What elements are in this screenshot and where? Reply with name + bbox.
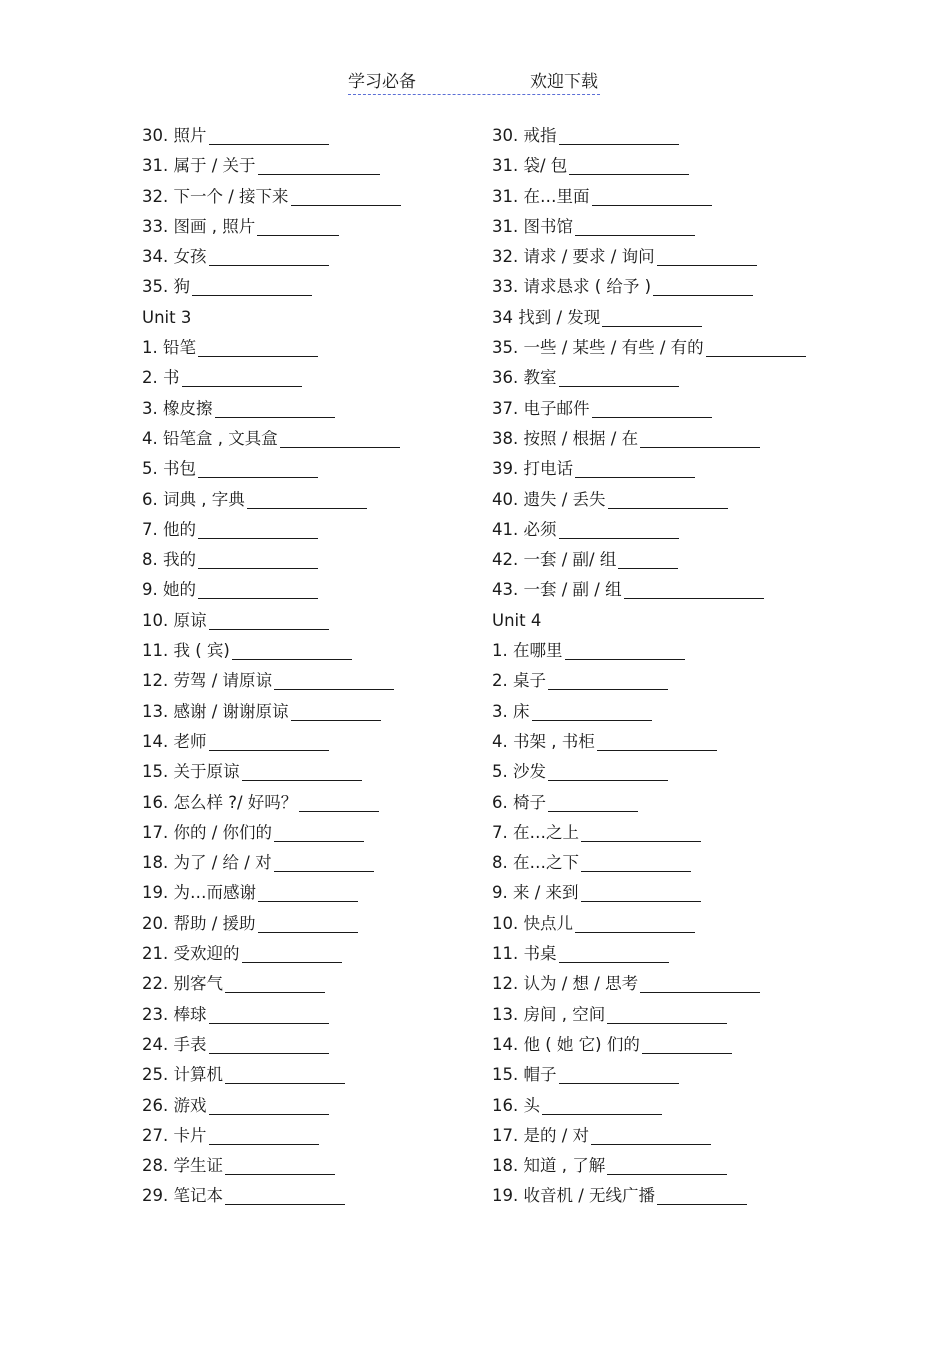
- header-right-text: 欢迎下载: [530, 72, 598, 92]
- vocab-label: 10. 原谅: [142, 610, 207, 630]
- answer-blank[interactable]: [274, 853, 374, 872]
- answer-blank[interactable]: [209, 1005, 329, 1024]
- answer-blank[interactable]: [225, 1156, 335, 1175]
- answer-blank[interactable]: [215, 399, 335, 418]
- answer-blank[interactable]: [209, 1126, 319, 1145]
- vocab-item: [142, 454, 401, 484]
- answer-blank[interactable]: [280, 429, 400, 448]
- answer-blank[interactable]: [198, 459, 318, 478]
- vocab-label: 1. 铅笔: [142, 338, 196, 358]
- vocab-label: 19. 为…而感谢: [142, 883, 256, 903]
- answer-blank[interactable]: [602, 308, 702, 327]
- vocab-item: [142, 1030, 401, 1060]
- vocab-label: 13. 房间 , 空间: [492, 1004, 606, 1024]
- vocab-item: [142, 575, 401, 605]
- vocab-item: [492, 121, 806, 151]
- answer-blank[interactable]: [548, 793, 638, 812]
- vocab-item: [142, 515, 401, 545]
- vocab-item: [142, 818, 401, 848]
- vocab-item: [142, 1060, 401, 1090]
- answer-blank[interactable]: [258, 156, 380, 175]
- vocab-label: 33. 图画 , 照片: [142, 216, 256, 236]
- answer-blank[interactable]: [209, 611, 329, 630]
- answer-blank[interactable]: [532, 702, 652, 721]
- vocab-label: 33. 请求恳求 ( 给予 ): [492, 277, 652, 297]
- vocab-label: 3. 床: [492, 701, 530, 721]
- answer-blank[interactable]: [559, 520, 679, 539]
- answer-blank[interactable]: [565, 641, 685, 660]
- vocab-label: 34. 女孩: [142, 247, 207, 267]
- vocab-item: [492, 1000, 806, 1030]
- vocab-item: [142, 969, 401, 999]
- vocab-label: 35. 一些 / 某些 / 有些 / 有的: [492, 338, 704, 358]
- vocab-item: [492, 969, 806, 999]
- vocab-label: 39. 打电话: [492, 459, 573, 479]
- vocab-label: 42. 一套 / 副/ 组: [492, 550, 617, 570]
- vocab-item: [142, 394, 401, 424]
- answer-blank[interactable]: [657, 247, 757, 266]
- vocab-label: 32. 下一个 / 接下来: [142, 186, 289, 206]
- vocab-label: 17. 你的 / 你们的: [142, 822, 273, 842]
- vocab-item: [492, 1091, 806, 1121]
- answer-blank[interactable]: [242, 762, 362, 781]
- vocab-label: 26. 游戏: [142, 1095, 207, 1115]
- vocab-item: [492, 303, 806, 333]
- answer-blank[interactable]: [291, 187, 401, 206]
- vocab-label: 2. 桌子: [492, 671, 546, 691]
- vocab-item: [492, 1030, 806, 1060]
- answer-blank[interactable]: [581, 823, 701, 842]
- vocab-item: [142, 1151, 401, 1181]
- answer-blank[interactable]: [198, 580, 318, 599]
- vocab-label: 15. 关于原谅: [142, 762, 240, 782]
- unit-heading: [142, 303, 401, 333]
- vocab-label: 19. 收音机 / 无线广播: [492, 1186, 656, 1206]
- answer-blank[interactable]: [225, 1186, 345, 1205]
- vocab-label: 14. 老师: [142, 731, 207, 751]
- vocab-item: [142, 606, 401, 636]
- vocab-item: [142, 1091, 401, 1121]
- answer-blank[interactable]: [209, 1096, 329, 1115]
- vocab-item: [142, 1121, 401, 1151]
- vocab-label: 1. 在哪里: [492, 641, 563, 661]
- vocab-item: [142, 636, 401, 666]
- vocab-item: [492, 575, 806, 605]
- vocab-item: [142, 545, 401, 575]
- vocab-label: 7. 他的: [142, 519, 196, 539]
- answer-blank[interactable]: [258, 914, 358, 933]
- answer-blank[interactable]: [257, 217, 339, 236]
- answer-blank[interactable]: [575, 459, 695, 478]
- vocab-label: Unit 4: [492, 610, 542, 630]
- vocab-item: [142, 212, 401, 242]
- vocab-label: 11. 书桌: [492, 944, 557, 964]
- vocab-label: 18. 知道 , 了解: [492, 1156, 606, 1176]
- vocab-item: [492, 757, 806, 787]
- answer-blank[interactable]: [640, 974, 760, 993]
- vocab-label: 25. 计算机: [142, 1065, 223, 1085]
- answer-blank[interactable]: [274, 671, 394, 690]
- vocab-item: [492, 939, 806, 969]
- vocab-label: 12. 劳驾 / 请原谅: [142, 671, 273, 691]
- vocab-item: [492, 1121, 806, 1151]
- answer-blank[interactable]: [209, 732, 329, 751]
- answer-blank[interactable]: [559, 1065, 679, 1084]
- vocab-item: [142, 909, 401, 939]
- vocab-label: 29. 笔记本: [142, 1186, 223, 1206]
- vocab-item: [492, 212, 806, 242]
- vocab-label: 13. 感谢 / 谢谢原谅: [142, 701, 289, 721]
- vocab-label: 8. 在…之下: [492, 853, 579, 873]
- answer-blank[interactable]: [258, 883, 358, 902]
- answer-blank[interactable]: [592, 187, 712, 206]
- answer-blank[interactable]: [559, 368, 679, 387]
- answer-blank[interactable]: [209, 126, 329, 145]
- answer-blank[interactable]: [182, 368, 302, 387]
- vocab-label: 31. 属于 / 关于: [142, 156, 256, 176]
- vocab-item: [492, 727, 806, 757]
- vocab-label: 32. 请求 / 要求 / 询问: [492, 247, 655, 267]
- vocab-label: 9. 她的: [142, 580, 196, 600]
- vocab-label: 9. 来 / 来到: [492, 883, 579, 903]
- vocab-label: 18. 为了 / 给 / 对: [142, 853, 272, 873]
- vocab-label: 28. 学生证: [142, 1156, 223, 1176]
- vocab-label: 12. 认为 / 想 / 思考: [492, 974, 639, 994]
- right-vocabulary-column: [492, 121, 806, 1212]
- vocab-item: [492, 666, 806, 696]
- answer-blank[interactable]: [274, 823, 364, 842]
- vocab-label: 6. 椅子: [492, 792, 546, 812]
- vocab-item: [492, 636, 806, 666]
- vocab-item: [142, 848, 401, 878]
- vocab-item: [142, 424, 401, 454]
- vocab-label: 31. 袋/ 包: [492, 156, 568, 176]
- answer-blank[interactable]: [225, 1065, 345, 1084]
- vocab-item: [142, 666, 401, 696]
- answer-blank[interactable]: [657, 1186, 747, 1205]
- answer-blank[interactable]: [575, 914, 695, 933]
- vocab-item: [142, 1000, 401, 1030]
- unit-heading: [492, 606, 806, 636]
- answer-blank[interactable]: [548, 762, 668, 781]
- answer-blank[interactable]: [624, 580, 764, 599]
- answer-blank[interactable]: [569, 156, 689, 175]
- vocab-item: [492, 151, 806, 181]
- vocab-item: [492, 1060, 806, 1090]
- vocab-label: 40. 遗失 / 丢失: [492, 489, 606, 509]
- vocab-label: 43. 一套 / 副 / 组: [492, 580, 622, 600]
- vocab-label: 10. 快点儿: [492, 913, 573, 933]
- answer-blank[interactable]: [607, 1156, 727, 1175]
- vocab-label: 4. 书架 , 书柜: [492, 731, 595, 751]
- vocab-label: 35. 狗: [142, 277, 190, 297]
- answer-blank[interactable]: [225, 974, 325, 993]
- page-header: [348, 70, 600, 95]
- vocab-item: [142, 151, 401, 181]
- vocab-item: [142, 788, 401, 818]
- answer-blank[interactable]: [592, 399, 712, 418]
- header-left-text: 学习必备: [348, 72, 416, 92]
- vocab-item: [142, 1181, 401, 1211]
- answer-blank[interactable]: [640, 429, 760, 448]
- vocab-label: 17. 是的 / 对: [492, 1125, 590, 1145]
- answer-blank[interactable]: [542, 1096, 662, 1115]
- vocab-item: [142, 697, 401, 727]
- vocab-label: 16. 头: [492, 1095, 540, 1115]
- answer-blank[interactable]: [192, 277, 312, 296]
- vocab-label: Unit 3: [142, 307, 192, 327]
- vocab-label: 30. 戒指: [492, 126, 557, 145]
- vocab-label: 15. 帽子: [492, 1065, 557, 1085]
- vocab-item: [492, 363, 806, 393]
- answer-blank[interactable]: [242, 944, 342, 963]
- vocab-label: 41. 必须: [492, 519, 557, 539]
- vocab-label: 14. 他 ( 她 它) 们的: [492, 1034, 640, 1054]
- vocab-item: [142, 242, 401, 272]
- vocab-label: 31. 在…里面: [492, 186, 590, 206]
- answer-blank[interactable]: [618, 550, 678, 569]
- answer-blank[interactable]: [581, 883, 701, 902]
- vocab-item: [142, 272, 401, 302]
- answer-blank[interactable]: [706, 338, 806, 357]
- vocab-label: 22. 别客气: [142, 974, 223, 994]
- vocab-item: [492, 454, 806, 484]
- vocab-item: [492, 333, 806, 363]
- answer-blank[interactable]: [559, 944, 669, 963]
- vocab-item: [142, 727, 401, 757]
- vocab-item: [142, 363, 401, 393]
- vocab-item: [142, 757, 401, 787]
- vocab-item: [492, 848, 806, 878]
- vocab-item: [142, 939, 401, 969]
- vocab-label: 37. 电子邮件: [492, 398, 590, 418]
- vocab-label: 34 找到 / 发现: [492, 307, 601, 327]
- vocab-label: 20. 帮助 / 援助: [142, 913, 256, 933]
- vocab-item: [492, 788, 806, 818]
- answer-blank[interactable]: [299, 793, 379, 812]
- answer-blank[interactable]: [291, 702, 381, 721]
- vocab-item: [492, 878, 806, 908]
- answer-blank[interactable]: [559, 126, 679, 145]
- answer-blank[interactable]: [642, 1035, 732, 1054]
- answer-blank[interactable]: [607, 1005, 727, 1024]
- vocab-label: 30. 照片: [142, 126, 207, 145]
- vocab-label: 2. 书: [142, 368, 180, 388]
- vocab-item: [142, 121, 401, 151]
- vocab-item: [492, 515, 806, 545]
- vocab-item: [142, 878, 401, 908]
- vocab-label: 3. 橡皮擦: [142, 398, 213, 418]
- vocab-item: [492, 485, 806, 515]
- left-vocabulary-column: [142, 121, 401, 1212]
- vocab-item: [492, 1151, 806, 1181]
- vocab-item: [492, 272, 806, 302]
- vocab-label: 36. 教室: [492, 368, 557, 388]
- answer-blank[interactable]: [608, 490, 728, 509]
- answer-blank[interactable]: [597, 732, 717, 751]
- vocab-label: 16. 怎么样 ?/ 好吗？: [142, 792, 298, 812]
- answer-blank[interactable]: [581, 853, 691, 872]
- answer-blank[interactable]: [198, 520, 318, 539]
- vocab-label: 8. 我的: [142, 550, 196, 570]
- vocab-label: 4. 铅笔盒 , 文具盒: [142, 428, 278, 448]
- vocab-item: [492, 697, 806, 727]
- vocab-item: [492, 424, 806, 454]
- vocab-item: [492, 545, 806, 575]
- vocab-item: [142, 333, 401, 363]
- answer-blank[interactable]: [653, 277, 753, 296]
- vocab-item: [492, 242, 806, 272]
- answer-blank[interactable]: [209, 247, 329, 266]
- vocab-label: 31. 图书馆: [492, 216, 573, 236]
- answer-blank[interactable]: [209, 1035, 329, 1054]
- vocab-item: [142, 485, 401, 515]
- vocab-label: 11. 我 ( 宾): [142, 641, 230, 661]
- vocab-label: 27. 卡片: [142, 1125, 207, 1145]
- answer-blank[interactable]: [198, 338, 318, 357]
- vocab-label: 5. 书包: [142, 459, 196, 479]
- vocab-label: 23. 棒球: [142, 1004, 207, 1024]
- vocab-item: [492, 1181, 806, 1211]
- answer-blank[interactable]: [198, 550, 318, 569]
- vocab-item: [142, 182, 401, 212]
- vocab-label: 38. 按照 / 根据 / 在: [492, 428, 639, 448]
- vocab-item: [492, 394, 806, 424]
- answer-blank[interactable]: [591, 1126, 711, 1145]
- answer-blank[interactable]: [247, 490, 367, 509]
- answer-blank[interactable]: [232, 641, 352, 660]
- vocab-item: [492, 182, 806, 212]
- answer-blank[interactable]: [575, 217, 695, 236]
- answer-blank[interactable]: [548, 671, 668, 690]
- vocab-label: 5. 沙发: [492, 762, 546, 782]
- vocab-item: [492, 909, 806, 939]
- vocab-label: 21. 受欢迎的: [142, 944, 240, 964]
- vocab-label: 24. 手表: [142, 1034, 207, 1054]
- vocab-label: 7. 在…之上: [492, 822, 579, 842]
- vocab-item: [492, 818, 806, 848]
- vocab-label: 6. 词典 , 字典: [142, 489, 245, 509]
